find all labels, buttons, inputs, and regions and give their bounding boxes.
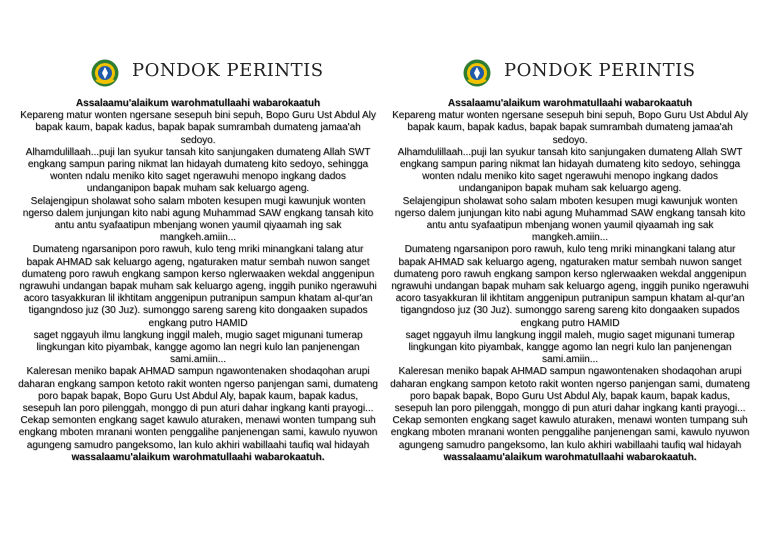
paragraph-7: Cekap semonten engkang saget kawulo aturaken, menawi wonten tumpang suh engkang mboten mranani wonten penggalihe panjenengan sami, kawulo nyuwon agungeng samudro pangeksomo, lan kulo akhiri wabillaahi taufiq wal hidayah (18, 415, 378, 451)
paragraph-2: Alhamdulillaah...puji lan syukur tansah kito sanjungaken dumateng Allah SWT engkang sampun paring nikmat lan hidayah dumateng kito sedoyo, sehingga wonten ndalu meniko kito saget ngerawuhi menopo ingkang dados undanganipon bapak muham sak keluargo ageng. (397, 146, 743, 195)
paragraph-5: saget nggayuh ilmu langkung inggil maleh, mugio saget migunani tumerap lingkungan kito piyambak, kangge agomo lan negri kulo lan panjenengan sami.amiin... (405, 329, 735, 366)
salam-opening: Assalaamu'alaikum warohmatullaahi wabarokaatuh (447, 98, 693, 109)
paragraph-7: Cekap semonten engkang saget kawulo aturaken, menawi wonten tumpang suh engkang mboten mranani wonten penggalihe panjenengan sami, kawulo nyuwon agungeng samudro pangeksomo, lan kulo akhiri wabillaahi taufiq wal hidayah (390, 415, 750, 451)
letter-header (12, 52, 384, 92)
paragraph-4: Dumateng ngarsanipon poro rawuh, kulo teng mriki minangkani talang atur bapak AHMAD sak keluargo ageng, ngaturaken matur sembah nuwon sanget dumateng poro rawuh engkang sampon kerso nglerwaaken wekdal anggenipun ngrawuhi undangan bapak muham sak keluargo ageng, inggih puniko ngerawuhi acoro tasyakkuran lil ikhtitam anggenipun putranipun sampun khatam al-qur'an tigangndoso juz (30 Juz). sumonggo sareng sareng kito dongaaken supados engkang putro HAMID (391, 244, 749, 329)
paragraph-6: Kaleresan meniko bapak AHMAD sampun ngawontenaken shodaqohan arupi daharan engkang sampon ketoto rakit wonten ngerso panjengan sami, dumateng poro bapak bapak, Bopo Guru Ust Abdul Aly, bapak kaum, bapak kadus, sesepuh lan poro pilenggah, monggo di pun aturi dahar ingkang kanti prayogi... (18, 366, 378, 415)
paragraph-1: Kepareng matur wonten ngersane sesepuh bini sepuh, Bopo Guru Ust Abdul Aly bapak kaum, bapak kadus, bapak bapak sumrambah dumateng jamaa'ah sedoyo. (20, 110, 376, 146)
paragraph-1: Kepareng matur wonten ngersane sesepuh bini sepuh, Bopo Guru Ust Abdul Aly bapak kaum, bapak kadus, bapak bapak sumrambah dumateng jamaa'ah sedoyo. (392, 110, 748, 146)
paragraph-2: Alhamdulillaah...puji lan syukur tansah kito sanjungaken dumateng Allah SWT engkang sampun paring nikmat lan hidayah dumateng kito sedoyo, sehingga wonten ndalu meniko kito saget ngerawuhi menopo ingkang dados undanganipon bapak muham sak keluargo ageng. (25, 146, 371, 195)
paragraph-3: Selajengipun sholawat soho salam mboten kesupen mugi kawunjuk wonten ngerso dalem junjungan kito nabi agung Muhammad SAW engkang tansah kito antu antu syafaatipun mbenjang wonen yaumil qiyaamah ing sak mangkeh.amiin... (394, 195, 746, 244)
salam-opening: Assalaamu'alaikum warohmatullaahi wabarokaatuh (75, 98, 321, 109)
salam-closing: wassalaamu'alaikum warohmatullaahi wabarokaatuh. (443, 451, 697, 463)
letter-body (390, 98, 750, 464)
paragraph-6: Kaleresan meniko bapak AHMAD sampun ngawontenaken shodaqohan arupi daharan engkang sampon ketoto rakit wonten ngerso panjengan sami, dumateng poro bapak bapak, Bopo Guru Ust Abdul Aly, bapak kaum, bapak kadus, sesepuh lan poro pilenggah, monggo di pun aturi dahar ingkang kanti prayogi... (390, 366, 750, 415)
letter-header (384, 52, 756, 92)
letter-panel-right (384, 0, 756, 543)
paragraph-3: Selajengipun sholawat soho salam mboten kesupen mugi kawunjuk wonten ngerso dalem junjungan kito nabi agung Muhammad SAW engkang tansah kito antu antu syafaatipun mbenjang wonen yaumil qiyaamah ing sak mangkeh.amiin... (22, 195, 374, 244)
paragraph-4: Dumateng ngarsanipon poro rawuh, kulo teng mriki minangkani talang atur bapak AHMAD sak keluargo ageng, ngaturaken matur sembah nuwon sanget dumateng poro rawuh engkang sampon kerso nglerwaaken wekdal anggenipun ngrawuhi undangan bapak muham sak keluargo ageng, inggih puniko ngerawuhi acoro tasyakkuran lil ikhtitam anggenipun putranipun sampun khatam al-qur'an tigangndoso juz (30 Juz). sumonggo sareng sareng kito dongaaken supados engkang putro HAMID (19, 244, 377, 329)
page-title: PONDOK PERINTIS (504, 60, 696, 81)
letter-panel-left (12, 0, 384, 543)
page-title: PONDOK PERINTIS (132, 60, 324, 81)
salam-closing: wassalaamu'alaikum warohmatullaahi wabarokaatuh. (71, 451, 325, 463)
letter-body (18, 98, 378, 464)
paragraph-5: saget nggayuh ilmu langkung inggil maleh, mugio saget migunani tumerap lingkungan kito piyambak, kangge agomo lan negri kulo lan panjenengan sami.amiin... (33, 329, 363, 366)
emblem-logo-icon (90, 58, 120, 88)
emblem-logo-icon (462, 58, 492, 88)
